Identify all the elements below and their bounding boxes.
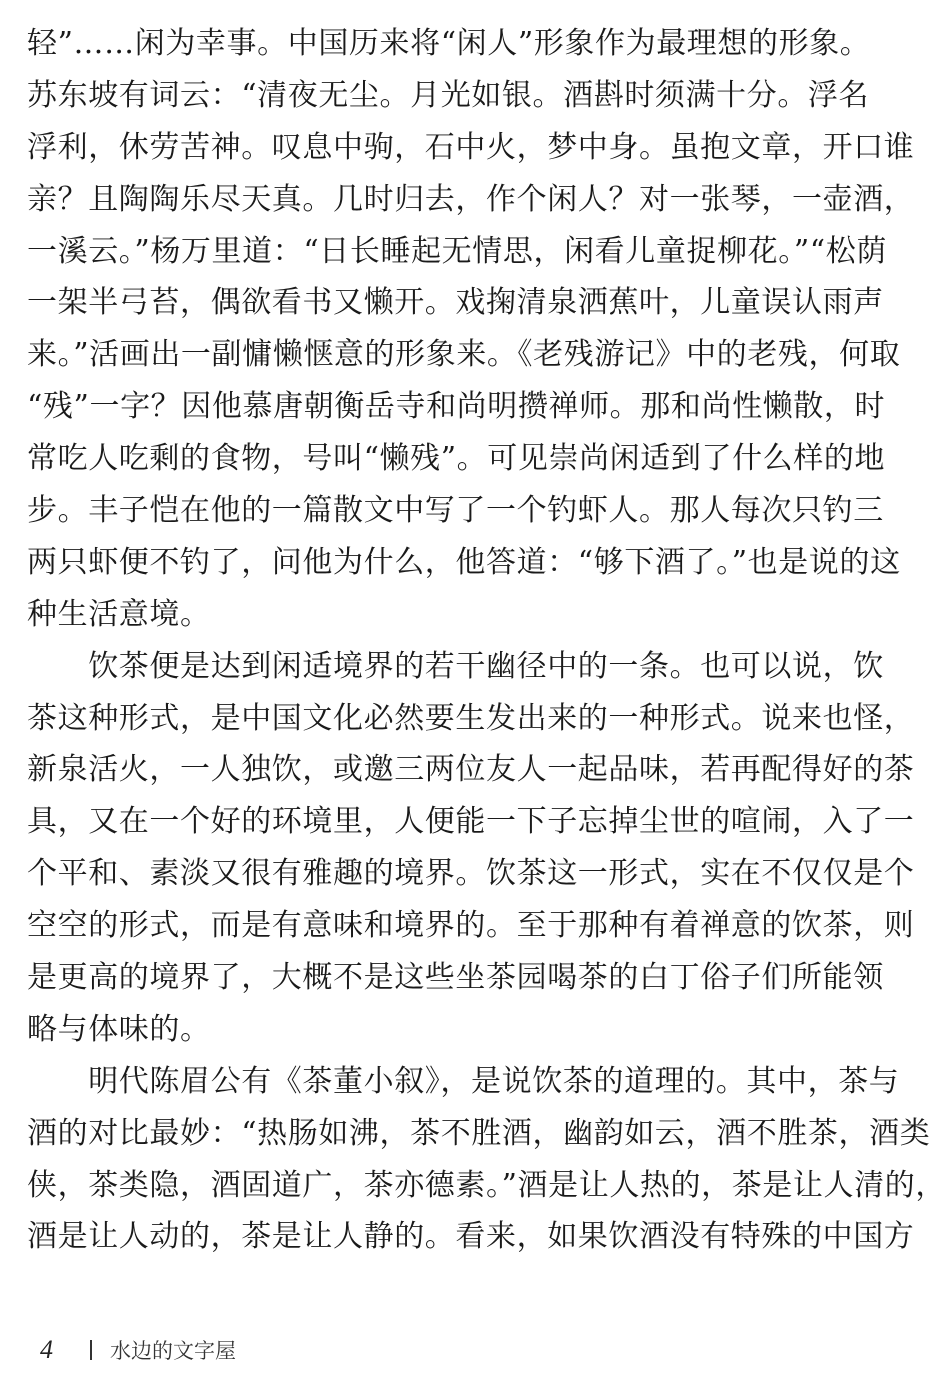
text-line: 步。丰子恺在他的一篇散文中写了一个钓虾人。那人每次只钓三 [27,493,884,529]
text-line: 是更高的境界了，大概不是这些坐茶园喝茶的白丁俗子们所能领 [27,960,884,996]
text-line: 两只虾便不钓了，问他为什么，他答道：“够下酒了。”也是说的这 [27,544,901,580]
text-line: 新泉活火，一人独饮，或邀三两位友人一起品味，若再配得好的茶 [27,752,915,788]
text-line: 饮茶便是达到闲适境界的若干幽径中的一条。也可以说，饮 [27,648,884,684]
text-line: 轻”……闲为幸事。中国历来将“闲人”形象作为最理想的形象。 [27,26,871,61]
text-line: 具，又在一个好的环境里，人便能一下子忘掉尘世的喧闹，入了一 [27,804,915,840]
text-line: 常吃人吃剩的食物，号叫“懒残”。可见崇尚闲适到了什么样的地 [27,441,886,477]
text-line: “残”一字？因他慕唐朝衡岳寺和尚明攒禅师。那和尚性懒散，时 [27,389,886,425]
text-line: 侠，茶类隐，酒固道广，茶亦德素。”酒是让人热的，茶是让人清的， [27,1167,946,1203]
page-footer [40,1334,236,1366]
text-line: 一溪云。”杨万里道：“日长睡起无情思，闲看儿童捉柳花。”“松荫 [27,233,887,269]
text-line: 一架半弓苔，偶欲看书又懒开。戏掬清泉洒蕉叶，儿童误认雨声 [27,285,884,321]
text-line: 酒的对比最妙：“热肠如沸，茶不胜酒，幽韵如云，酒不胜茶，酒类 [27,1115,931,1151]
text-line: 种生活意境。 [27,596,211,632]
text-line: 亲？且陶陶乐尽天真。几时归去，作个闲人？对一张琴，一壶酒， [27,181,915,217]
text-line: 来。”活画出一副慵懒惬意的形象来。《老残游记》中的老残，何取 [27,337,901,373]
text-line: 明代陈眉公有《茶董小叙》，是说饮茶的道理的。其中，茶与 [27,1063,900,1099]
running-title: 水边的文字屋 [110,1339,236,1363]
text-line: 略与体味的。 [27,1011,211,1047]
body-text [27,18,946,1263]
page-number: 4 [40,1335,53,1364]
text-line: 个平和、素淡又很有雅趣的境界。饮茶这一形式，实在不仅仅是个 [27,856,915,892]
text-line: 茶这种形式，是中国文化必然要生发出来的一种形式。说来也怪， [27,700,915,736]
text-line: 酒是让人动的，茶是让人静的。看来，如果饮酒没有特殊的中国方 [27,1219,915,1255]
text-line: 苏东坡有词云：“清夜无尘。月光如银。酒斟时须满十分。浮名 [27,77,870,113]
footer-separator [90,1340,92,1360]
text-line: 空空的形式，而是有意味和境界的。至于那种有着禅意的饮茶，则 [27,908,915,944]
text-line: 浮利，休劳苦神。叹息中驹，石中火，梦中身。虽抱文章，开口谁 [27,129,915,165]
